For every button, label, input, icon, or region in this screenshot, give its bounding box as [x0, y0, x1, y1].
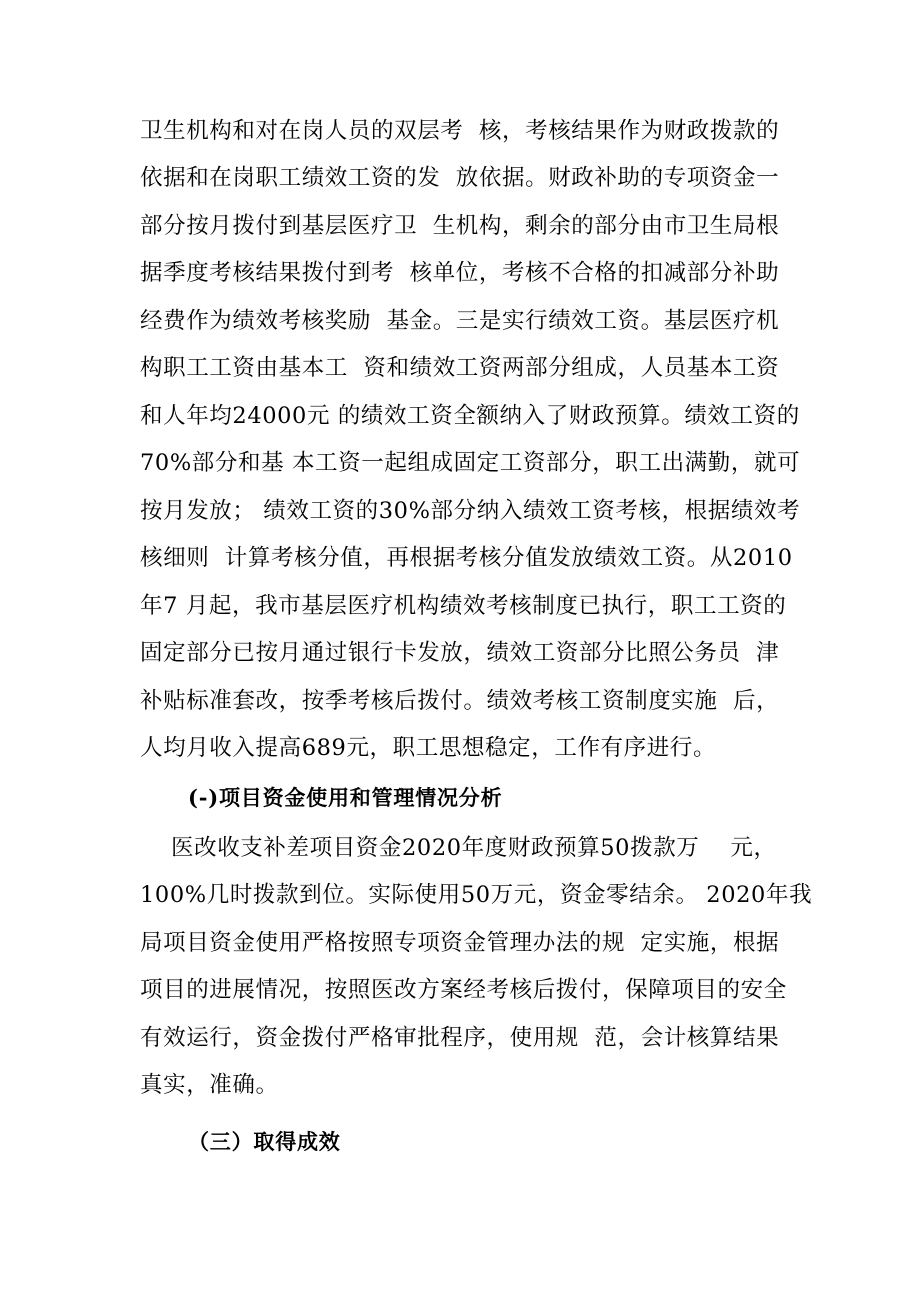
paragraph-2-line: 医改收支补差项目资金2020年度财政预算50拨款万 元， — [140, 835, 777, 861]
paragraph-1-line: 构职工工资由基本工 资和绩效工资两部分组成，人员基本工资 — [140, 355, 780, 381]
paragraph-1-line: 依据和在岗职工绩效工资的发 放依据。财政补助的专项资金一 — [140, 165, 780, 191]
paragraph-2-line: 局项目资金使用严格按照专项资金管理办法的规 定实施，根据 — [140, 930, 780, 956]
paragraph-1-line: 按月发放； 绩效工资的30%部分纳入绩效工资考核，根据绩效考 — [140, 498, 801, 524]
paragraph-1-line: 70%部分和基 本工资一起组成固定工资部分，职工出满勤，就可 — [140, 450, 801, 476]
paragraph-1-line: 部分按月拨付到基层医疗卫 生机构，剩余的部分由市卫生局根 — [140, 213, 780, 239]
paragraph-1-line: 经费作为绩效考核奖励 基金。三是实行绩效工资。基层医疗机 — [140, 308, 780, 334]
paragraph-1-line: 人均月收入提高689元，职工思想稳定，工作有序进行。 — [140, 735, 717, 761]
paragraph-2-line: 有效运行，资金拨付严格审批程序，使用规 范，会计核算结果 — [140, 1025, 780, 1051]
paragraph-1-line: 年7 月起，我市基层医疗机构绩效考核制度已执行，职工工资的 — [140, 593, 787, 619]
paragraph-2-line: 项目的进展情况，按照医改方案经考核后拨付，保障项目的安全 — [140, 977, 787, 1003]
paragraph-1-line: 核细则 计算考核分值，再根据考核分值发放绩效工资。从2010 — [140, 545, 793, 571]
section-heading-1: (-)项目资金使用和管理情况分析 — [188, 785, 503, 810]
section-heading-2: （三）取得成效 — [188, 1129, 341, 1154]
paragraph-1-line: 和人年均24000元 的绩效工资全额纳入了财政预算。绩效工资的 — [140, 403, 800, 429]
paragraph-1-line: 据季度考核结果拨付到考 核单位，考核不合格的扣减部分补助 — [140, 260, 780, 286]
paragraph-1-line: 补贴标准套改，按季考核后拨付。绩效考核工资制度实施 后， — [140, 688, 780, 714]
paragraph-1-line: 卫生机构和对在岗人员的双层考 核，考核结果作为财政拨款的 — [140, 118, 780, 144]
paragraph-1-line: 固定部分已按月通过银行卡发放，绩效工资部分比照公务员 津 — [140, 640, 780, 666]
paragraph-2-line: 真实，准确。 — [140, 1072, 279, 1098]
paragraph-2-line: 100%几时拨款到位。实际使用50万元，资金零结余。 2020年我 — [140, 882, 813, 908]
